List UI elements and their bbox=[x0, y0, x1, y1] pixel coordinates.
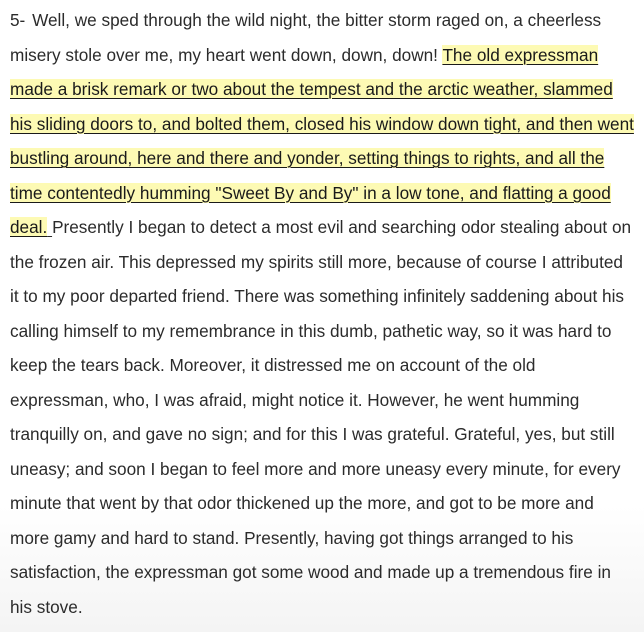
passage-text-after: Presently I began to detect a most evil and searching odor stealing about on the frozen air. This depressed my spirits still more, because of course I attributed it to my poor departed friend. There was something infinitely saddening about his calling himself to my remembrance in this dumb, pathetic way, so it was hard to keep the tears back. Moreover, it distressed me on account of the old expressman, who, I was afraid, might notice it. However, he went humming tranquilly on, and gave no sign; and for this I was grateful. Grateful, yes, but still uneasy; and soon I began to feel more and more uneasy every minute, for every minute that went by that odor thickened up the more, and got to be more and more gamy and hard to stand. Presently, having got things arranged to his satisfaction, the expressman got some wood and made up a tremendous fire in his stove. bbox=[10, 217, 632, 617]
highlighted-underlined-text: The old expressman made a brisk remark or two about the tempest and the arctic weather, slammed his sliding doors to, and bolted them, closed his window down tight, and then went bustling around, here and there and yonder, setting things to rights, and all the time contentedly humming "Sweet By and By" in a low tone, and flatting a good deal. bbox=[10, 44, 634, 237]
passage-paragraph bbox=[10, 3, 636, 624]
paragraph-number: 5- bbox=[10, 10, 26, 30]
passage-text-before: Well, we sped through the wild night, the bitter storm raged on, a cheerless misery stole over me, my heart went down, down, down! bbox=[10, 10, 602, 65]
